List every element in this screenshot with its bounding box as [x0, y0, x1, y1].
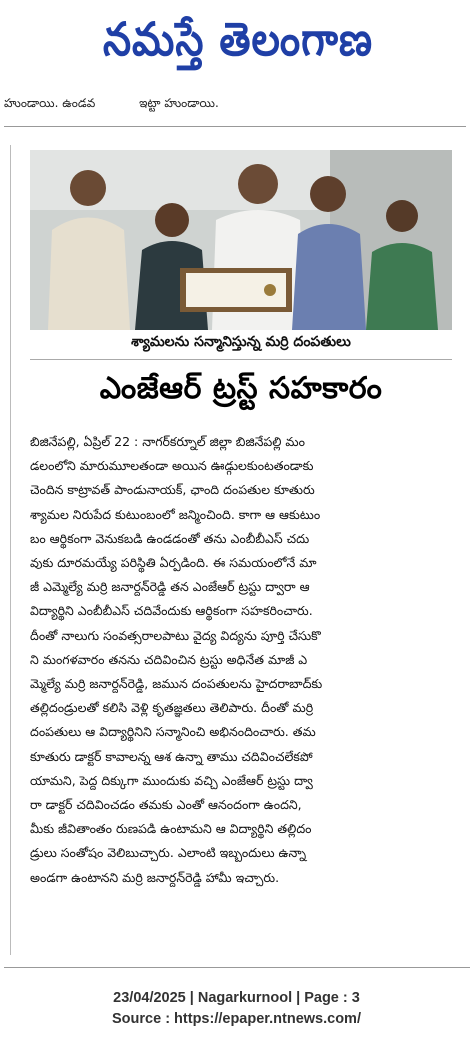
article-body-line: డలంలోని మారుమూలతండా అయిన ఊడ్గులకుంటతండాకు	[30, 458, 314, 474]
article-body-line: మీకు జీవితాంతం రుణపడి ఉంటామని ఆ విద్యార్థిని తల్లిదం	[30, 821, 312, 837]
masthead	[0, 0, 473, 86]
article-body-line: దీంతో నాలుగు సంవత్సరాలపాటు వైద్య విద్యను పూర్తి చేసుకొ	[30, 627, 321, 643]
article-body-line: శ్యామల నిరుపేద కుటుంబంలో జన్మించింది. కాగా ఆ ఆకుటుం	[30, 506, 321, 522]
column-divider	[10, 145, 11, 955]
footer	[0, 988, 473, 1030]
footer-divider	[4, 967, 470, 968]
article-headline: ఎంజేఆర్ ట్రస్ట్ సహకారం	[99, 371, 383, 406]
article-body-line: రా డాక్టర్ చదివించడం తమకు ఎంతో ఆనందంగా ఉందని,	[30, 797, 302, 813]
article-body-line: కూతురు డాక్టర్ కావాలన్న ఆశ ఉన్నా తాము చదివించలేకపో	[30, 748, 313, 764]
article-body-line: బం ఆర్థికంగా వెనుకబడి ఉండడంతో తను ఎంబీబీఎస్ చదు	[30, 530, 310, 546]
photo-caption: శ్యామలను సన్మానిస్తున్న మర్రి దంపతులు	[131, 334, 351, 350]
article-body-line: తల్లిదండ్రులతో కలిసి వెళ్లి కృతజ్ఞతలు తెలిపారు. దీంతో మర్రి	[30, 700, 314, 716]
article-body-line: ని మంగళవారం తనను చదివించిన ట్రస్టు అధినేత మాజీ ఎ	[30, 651, 308, 667]
article-body-line: అండగా ఉంటానని మర్రి జనార్దన్‌రెడ్డి హామీ ఇచ్చారు.	[30, 869, 280, 885]
article-body-line: వుకు దూరమయ్యే పరిస్థితి ఏర్పడింది. ఈ సమయంలోనే మా	[30, 555, 317, 571]
article-body-line: యామని, పెద్ద దిక్కుగా ముందుకు వచ్చి ఎంజేఆర్ ట్రస్టు ద్వా	[30, 772, 313, 788]
caption-divider	[30, 359, 452, 360]
article-photo	[30, 150, 452, 330]
subline-left: హుండాయి. ఉండవ	[4, 96, 96, 110]
footer-date-edition: 23/04/2025 | Nagarkurnool | Page : 3	[113, 990, 360, 1006]
article-body-line: డ్రులు సంతోషం వెలిబుచ్చారు. ఎలాంటి ఇబ్బందులు ఉన్నా	[30, 845, 307, 861]
masthead-divider	[4, 126, 466, 127]
photo-illustration	[30, 150, 452, 330]
article-body-line: దంపతులు ఆ విద్యార్థినిని సన్మానించి అభినందించారు. తమ	[30, 724, 316, 740]
article-body-line: చెందిన కాట్రావత్ పాండునాయక్, ఛాంది దంపతుల కూతురు	[30, 482, 315, 498]
newspaper-title: నమస్తే తెలంగాణ	[102, 13, 374, 67]
footer-source: Source : https://epaper.ntnews.com/	[112, 1011, 361, 1027]
article-body	[30, 430, 456, 890]
article-body-line: బిజినేపల్లి, ఏప్రిల్ 22 : నాగర్‌కర్నూల్ జిల్లా బిజినేపల్లి మం	[30, 434, 305, 449]
masthead-subline	[4, 96, 464, 113]
subline-right: ఇట్టా హుండాయి.	[139, 96, 219, 110]
article-body-line: మ్మెల్యే మర్రి జనార్దన్‌రెడ్డి, జమున దంపతులను హైదరాబాద్‌కు	[30, 676, 323, 692]
article-body-line: జీ ఎమ్మెల్యే మర్రి జనార్దన్‌రెడ్డి తన ఎంజేఆర్ ట్రస్టు ద్వారా ఆ	[30, 579, 310, 595]
article-body-line: విద్యార్థిని ఎంబీబీఎస్ చదివేందుకు ఆర్థికంగా సహకరించారు.	[30, 603, 313, 619]
